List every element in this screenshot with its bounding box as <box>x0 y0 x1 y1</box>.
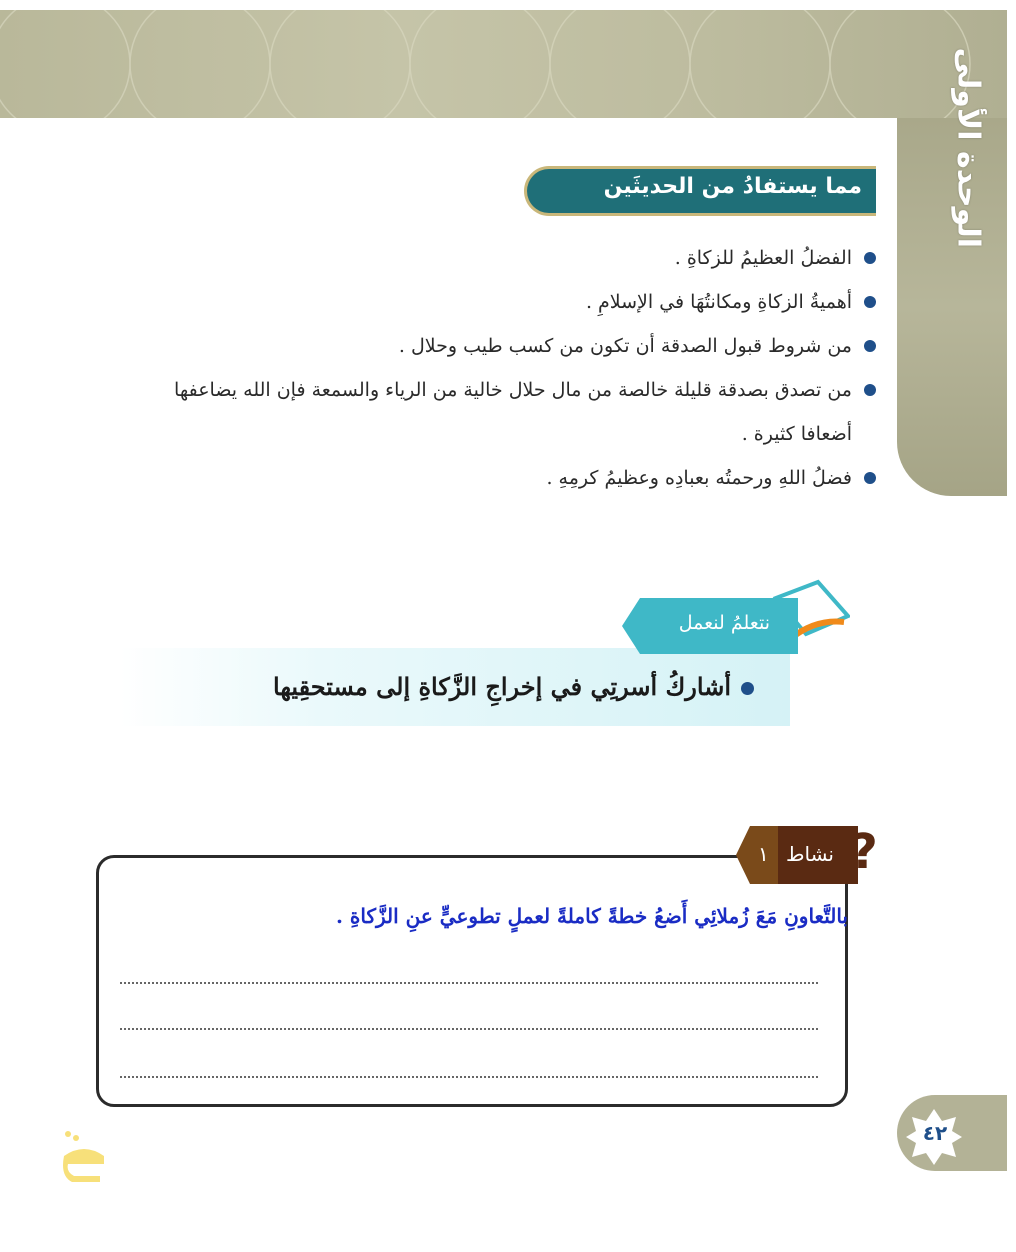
bullet-icon <box>741 682 754 695</box>
bullet-icon <box>864 252 876 264</box>
answer-line[interactable] <box>120 982 818 984</box>
learn-tag <box>622 598 798 654</box>
list-item: من شروط قبول الصدقة أن تكون من كسب طيب وحلال . <box>76 324 876 368</box>
bullet-icon <box>864 384 876 396</box>
top-banner <box>0 10 1007 118</box>
learn-item: أشاركُ أسرتِي في إخراجِ الزَّكاةِ إلى مستحقِيها <box>273 672 754 701</box>
answer-line[interactable] <box>120 1028 818 1030</box>
bullet-icon <box>864 340 876 352</box>
bullet-icon <box>864 296 876 308</box>
list-item: أهميةُ الزكاةِ ومكانتُهَا في الإسلامِ . <box>76 280 876 324</box>
list-item-continuation: أضعافا كثيرة . <box>741 423 852 445</box>
list-item: فضلُ اللهِ ورحمتُه بعبادِه وعظيمُ كرمِهِ . <box>76 456 876 500</box>
benefits-list <box>76 236 876 500</box>
section-header-label: مما يستفادُ من الحديثَين <box>603 174 862 199</box>
learn-tag-label: نتعلمُ لنعمل <box>678 612 770 634</box>
page-number: ٤٢ <box>922 1121 948 1145</box>
section-header <box>524 166 876 216</box>
question-mark-icon: ? <box>850 824 878 880</box>
activity-text: بالتَّعاونِ مَعَ زُملائِي أَضعُ خطةً كاملةً لعملٍ تطوعيٍّ عنِ الزَّكاةِ . <box>335 904 848 928</box>
bullet-icon <box>864 472 876 484</box>
activity-number: ١ <box>758 842 769 866</box>
answer-line[interactable] <box>120 1076 818 1078</box>
activity-box <box>96 855 848 1107</box>
list-item: من تصدق بصدقة قليلة خالصة من مال حلال خالية من الرياء والسمعة فإن الله يضاعفها <box>76 368 876 412</box>
pattern-decoration <box>0 10 1007 118</box>
publisher-logo-icon <box>60 1128 108 1184</box>
activity-tag <box>736 826 878 884</box>
unit-title: الوحدة الأولى <box>950 47 985 248</box>
activity-word: نشاط <box>786 842 834 866</box>
list-item: الفضلُ العظيمُ للزكاةِ . <box>76 236 876 280</box>
unit-side-tab <box>897 47 1007 496</box>
